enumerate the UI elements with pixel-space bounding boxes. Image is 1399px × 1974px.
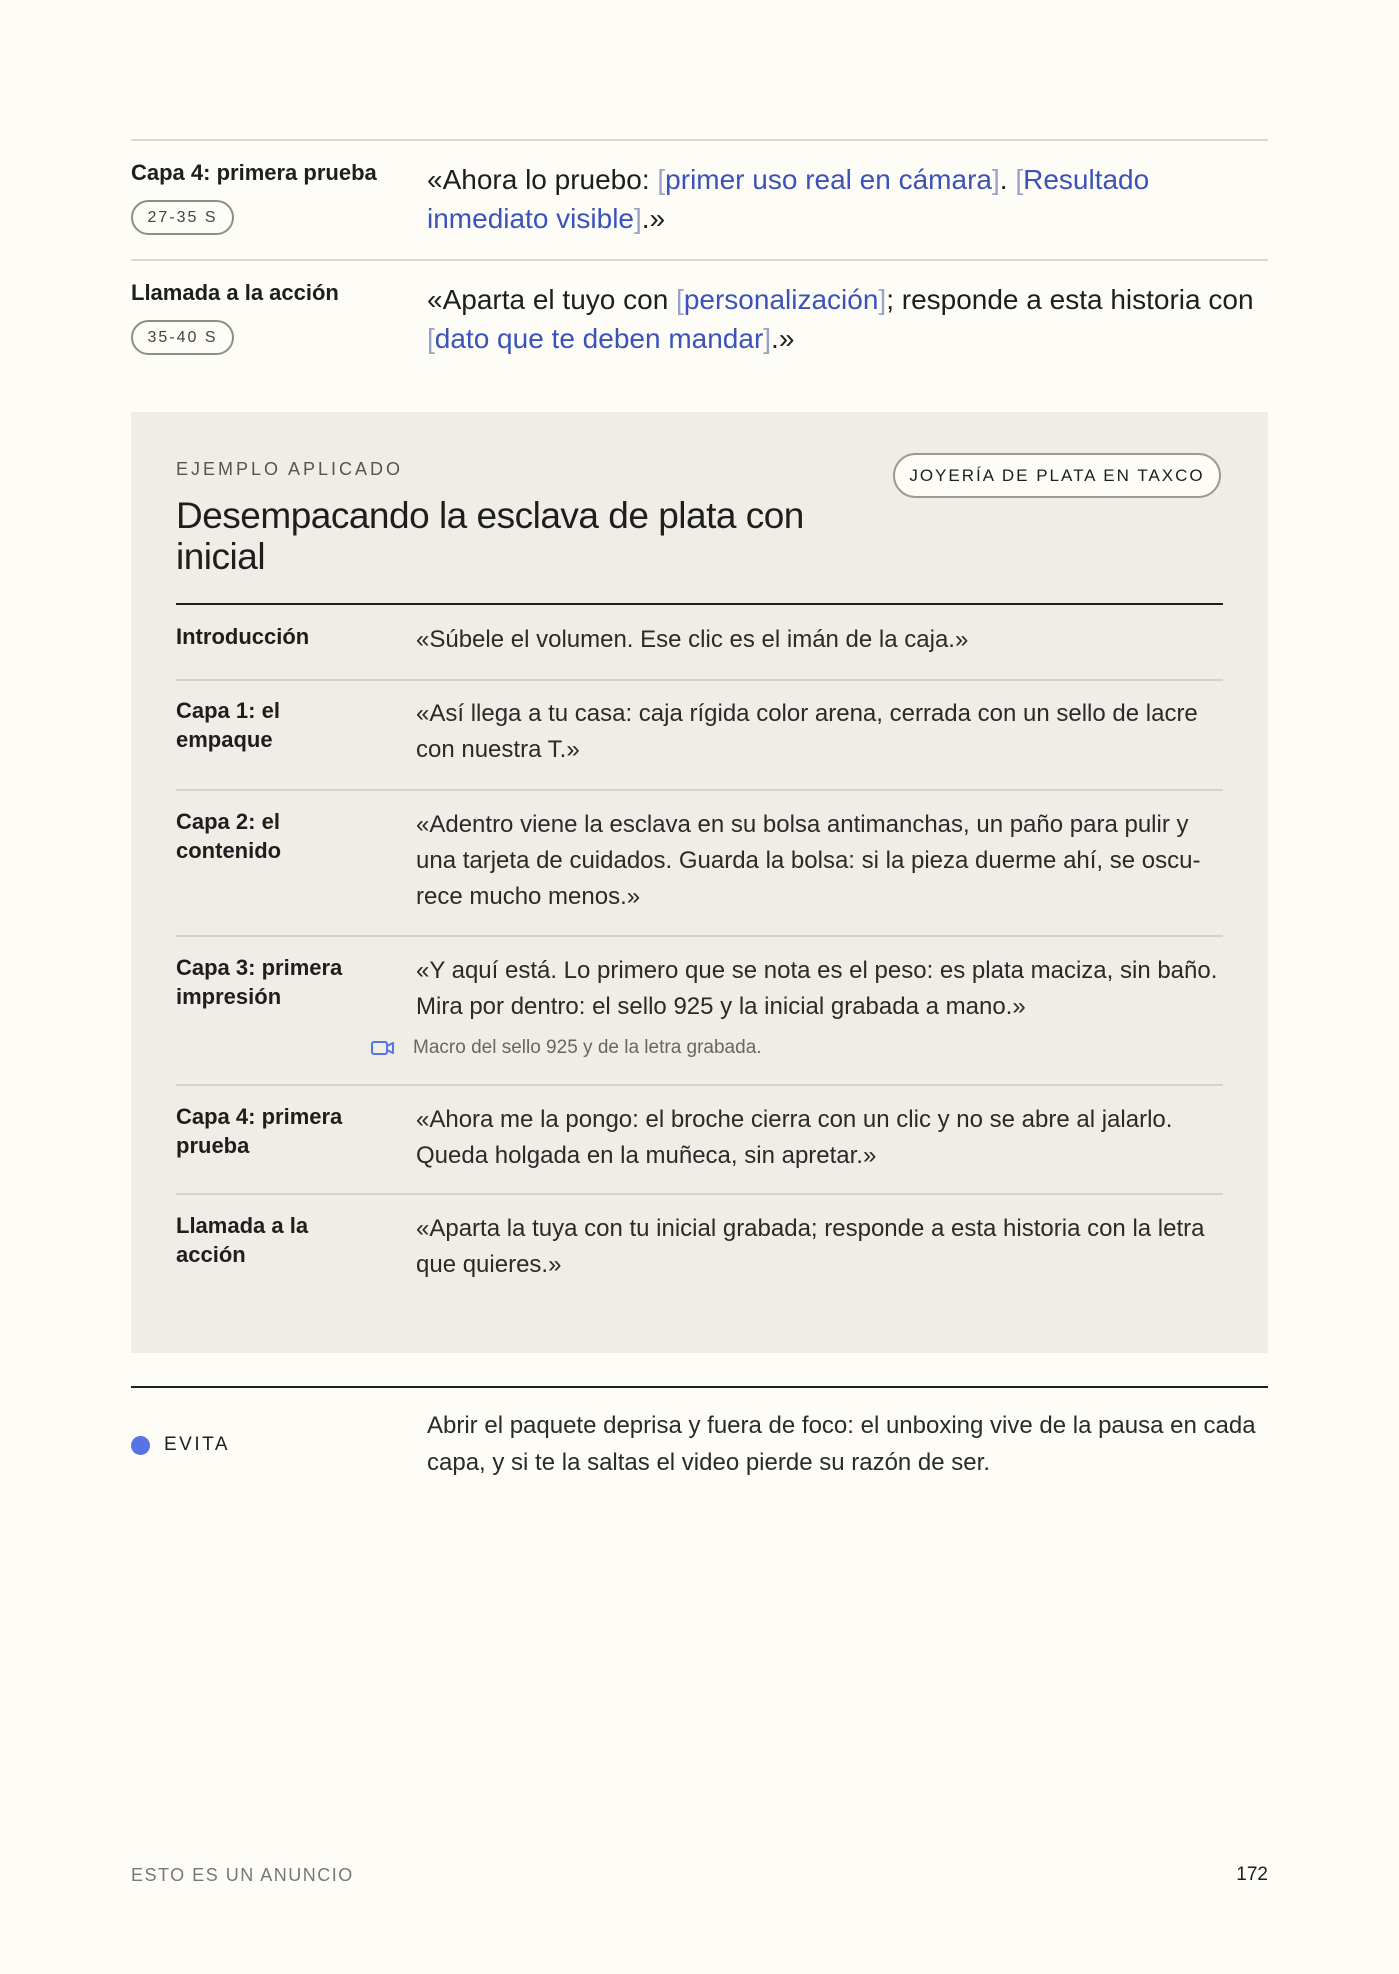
row-script: «Y aquí está. Lo primero que se nota es el peso: es plata maciza, sin baño. Mira por dentro: el sello 925 y la inicial grabada a mano.» xyxy=(416,957,1218,1020)
divider xyxy=(176,679,1223,681)
divider xyxy=(176,1193,1223,1195)
placeholder: primer uso real en cámara xyxy=(665,164,992,195)
placeholder: personalización xyxy=(683,284,879,315)
row-script: «Súbele el volumen. Ese clic es el imán de la caja.» xyxy=(416,626,969,653)
divider xyxy=(131,139,1268,141)
applied-example-panel xyxy=(131,412,1268,1353)
running-footer: ESTO ES UN ANUNCIO xyxy=(131,1865,354,1885)
row-label: Capa 1: el empaque xyxy=(176,698,280,752)
example-kicker: EJEMPLO APLICADO xyxy=(176,459,404,479)
placeholder: Resultado inmediato visible xyxy=(427,164,1150,234)
note-text: Macro del sello 925 y de la letra grabada. xyxy=(413,1037,762,1058)
row-label: Llamada a la acción xyxy=(176,1213,309,1267)
beat-script: «Aparta el tuyo con [personalización]; responde a esta historia con [dato que te deben mandar].» xyxy=(427,284,1254,354)
category-badge: JOYERÍA DE PLATA EN TAXCO xyxy=(893,453,1221,498)
example-title: Desempacando la esclava de plata con inicial xyxy=(176,495,804,577)
time-pill: 27-35 S xyxy=(131,200,234,235)
divider xyxy=(131,259,1268,261)
divider xyxy=(176,789,1223,791)
divider xyxy=(176,935,1223,937)
row-script: «Así llega a tu casa: caja rígida color arena, cerrada con un sello de lacre con nuestra T.» xyxy=(416,700,1198,763)
page-number: 172 xyxy=(1236,1864,1268,1885)
video-camera-icon xyxy=(371,1039,395,1057)
beat-script: «Ahora lo pruebo: [primer uso real en cámara]. [Resultado inmediato visible].» xyxy=(427,164,1150,234)
row-label: Introducción xyxy=(176,624,310,649)
time-pill: 35-40 S xyxy=(131,320,234,355)
placeholder: dato que te deben mandar xyxy=(434,323,764,354)
divider xyxy=(176,603,1223,605)
row-script: «Aparta la tuya con tu inicial grabada; responde a esta historia con la letra que quieres.» xyxy=(416,1215,1205,1278)
beat-label: Capa 4: primera prueba xyxy=(131,160,377,185)
row-script: «Ahora me la pongo: el broche cierra con un clic y no se abre al jalarlo. Queda holgada en la muñeca, sin apretar.» xyxy=(416,1106,1173,1169)
row-label: Capa 3: primera impresión xyxy=(176,955,343,1009)
divider xyxy=(176,1084,1223,1086)
beat-label: Llamada a la acción xyxy=(131,280,339,305)
row-label: Capa 4: primera prueba xyxy=(176,1104,343,1158)
divider xyxy=(131,1386,1268,1388)
avoid-label: EVITA xyxy=(164,1434,230,1455)
row-script: «Adentro viene la esclava en su bolsa antimanchas, un paño para pulir y una tarjeta de cuidados. Guarda la bolsa: si la pieza duerme ahí, se oscurece mucho menos.» xyxy=(416,811,1201,910)
avoid-text: Abrir el paquete deprisa y fuera de foco: el unboxing vive de la pausa en cada capa, y si te la saltas el video pierde su razón de ser. xyxy=(427,1412,1256,1476)
row-label: Capa 2: el contenido xyxy=(176,809,282,863)
bullet-dot-icon xyxy=(131,1436,150,1455)
